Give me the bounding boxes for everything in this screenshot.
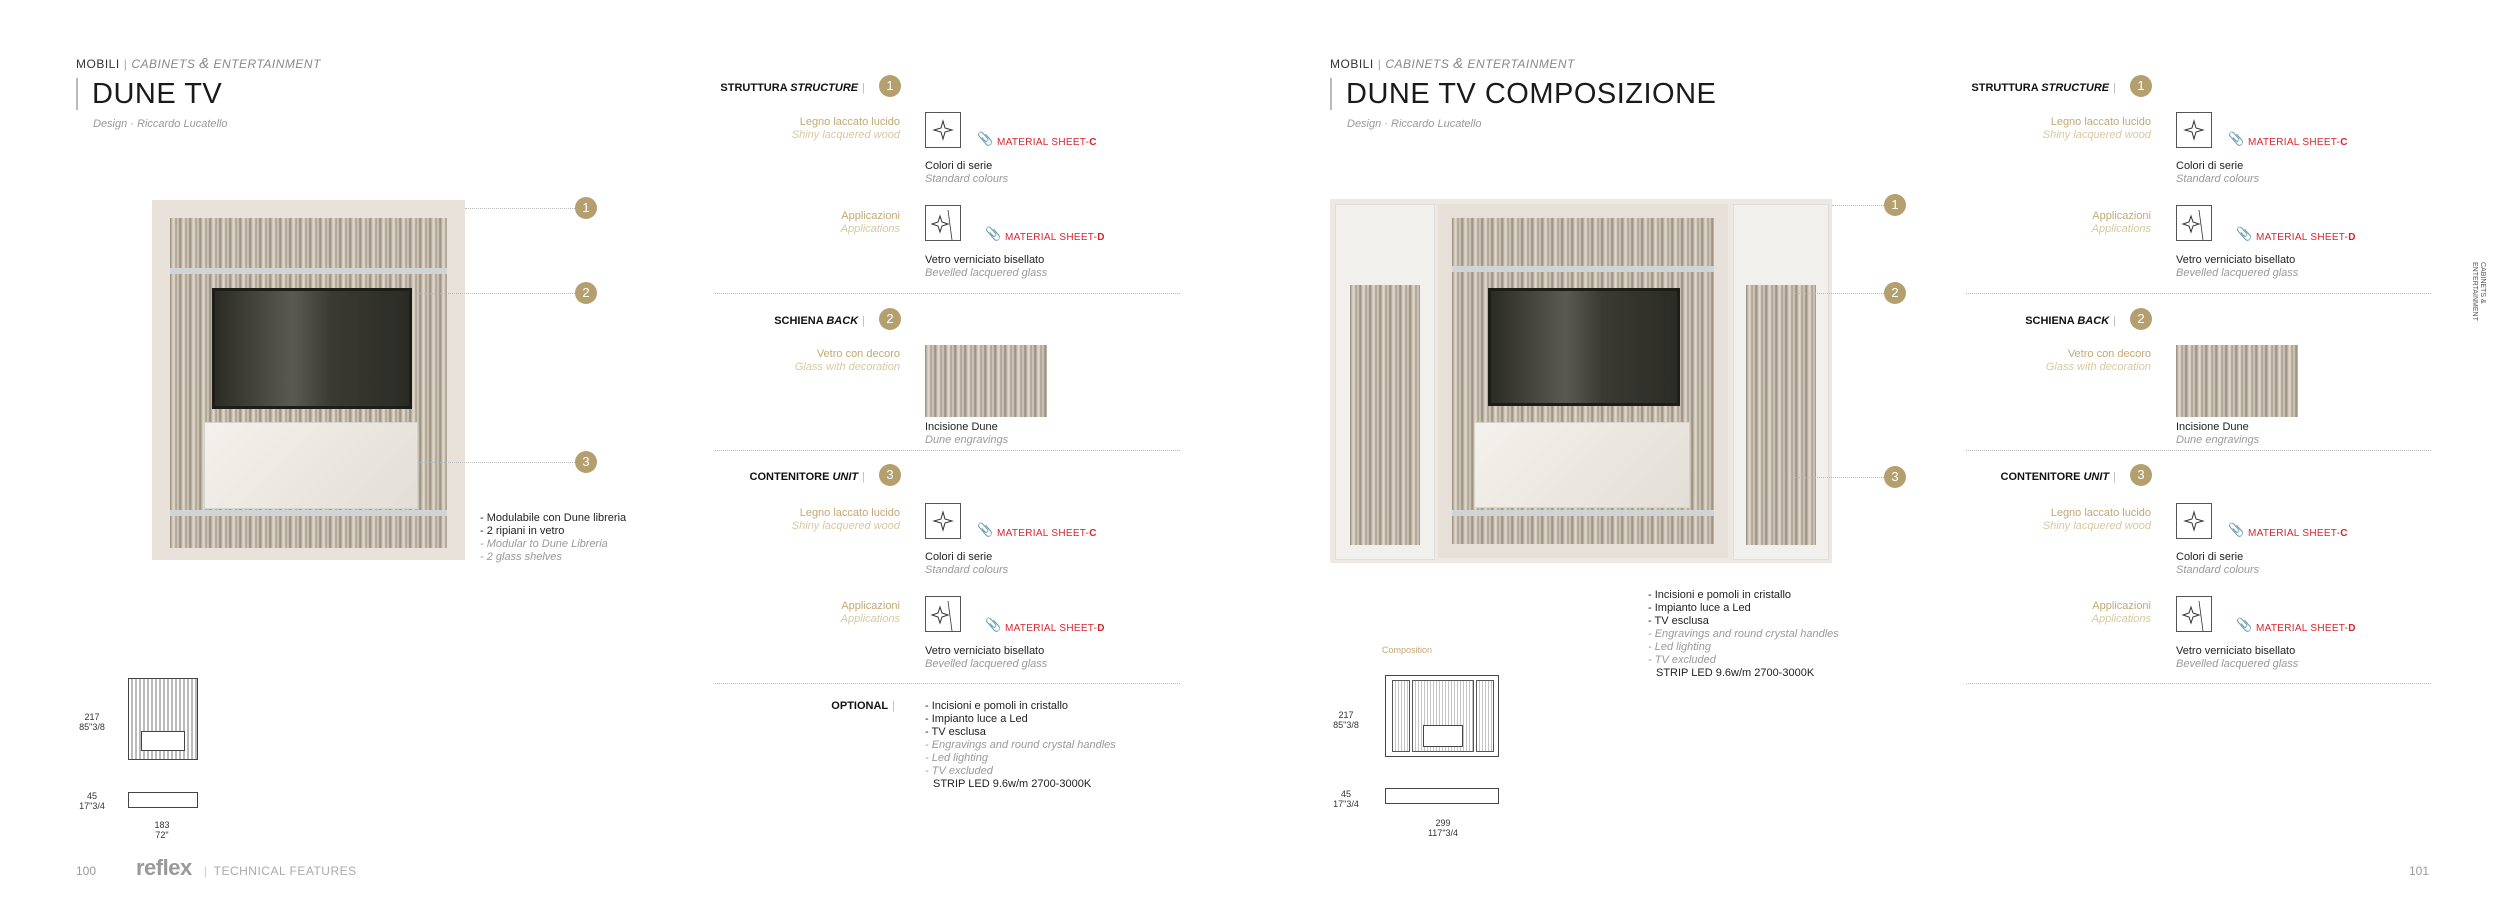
depth-in: 17"3/4	[79, 801, 105, 811]
finish-swatch-3	[925, 503, 961, 539]
colori-caption	[925, 160, 1008, 186]
paperclip-icon: 📎	[2228, 522, 2245, 537]
width-in: 72"	[155, 830, 169, 840]
structure-heading: STRUTTURA STRUCTURE |	[1971, 82, 2116, 94]
sparkle-icon	[2177, 206, 2211, 240]
vetro-decoro-en: Glass with decoration	[794, 361, 900, 373]
applicazioni-label	[715, 210, 900, 236]
cabinet-unit	[204, 422, 418, 509]
optional-it-2: - Impianto luce a Led	[925, 713, 1028, 725]
footer-label: TECHNICAL FEATURES	[213, 864, 357, 878]
unit-en: UNIT	[2083, 471, 2110, 483]
divider	[1966, 293, 2431, 294]
depth-in: 17"3/4	[1333, 799, 1359, 809]
applicazioni-en: Applications	[2091, 613, 2151, 625]
material-label: MATERIAL SHEET-	[997, 137, 1090, 148]
vetro-en: Bevelled lacquered glass	[2176, 267, 2299, 279]
vetro-caption	[2176, 254, 2298, 280]
colori-caption	[925, 551, 1008, 577]
material-sheet-d[interactable]	[1005, 623, 1105, 634]
note-en-2: - 2 glass shelves	[480, 551, 562, 563]
material-sheet-d[interactable]	[2256, 623, 2356, 634]
material-letter: D	[1097, 623, 1105, 634]
optional-it-1: - Incisioni e pomoli in cristallo	[925, 700, 1069, 712]
composition-notes	[1648, 589, 1839, 680]
back-it: SCHIENA	[2025, 315, 2075, 327]
callout-line-3	[420, 462, 575, 463]
material-label: MATERIAL SHEET-	[2256, 232, 2349, 243]
vetro-it: Vetro verniciato bisellato	[925, 645, 1045, 657]
callout-1: 1	[575, 197, 597, 219]
breadcrumb-amp: &	[199, 55, 210, 72]
note-en-1: - Engravings and round crystal handles	[1648, 628, 1839, 640]
designer-credit: Design · Riccardo Lucatello	[1347, 118, 1482, 130]
finish-swatch-4	[2176, 596, 2212, 632]
structure-en: STRUCTURE	[790, 82, 859, 94]
structure-heading: STRUTTURA STRUCTURE |	[720, 82, 865, 94]
paperclip-icon: 📎	[985, 617, 1002, 632]
vetro-decoro-it: Vetro con decoro	[2067, 348, 2151, 360]
unit-heading: CONTENITORE UNIT |	[2000, 471, 2116, 483]
applicazioni-label	[715, 600, 900, 626]
designer-credit: Design · Riccardo Lucatello	[93, 118, 228, 130]
sparkle-icon	[926, 597, 960, 631]
colori-en: Standard colours	[925, 564, 1009, 576]
structure-en: STRUCTURE	[2041, 82, 2110, 94]
divider	[715, 450, 1180, 451]
material-label: MATERIAL SHEET-	[1005, 232, 1098, 243]
legno-en: Shiny lacquered wood	[2042, 520, 2151, 532]
unit-number: 3	[879, 464, 901, 486]
colori-it: Colori di serie	[2176, 551, 2244, 563]
colori-it: Colori di serie	[2176, 160, 2244, 172]
finish-swatch-4	[925, 596, 961, 632]
paperclip-icon: 📎	[2228, 131, 2245, 146]
paperclip-icon: 📎	[2236, 226, 2253, 241]
legno-label	[1966, 507, 2151, 533]
applicazioni-label	[1966, 600, 2151, 626]
back-number: 2	[2130, 308, 2152, 330]
callout-3: 3	[575, 451, 597, 473]
vetro-en: Bevelled lacquered glass	[925, 267, 1048, 279]
page-title: DUNE TV	[76, 78, 222, 110]
material-letter: C	[2340, 137, 2348, 148]
colori-en: Standard colours	[2176, 564, 2260, 576]
note-it-1: - Incisioni e pomoli in cristallo	[1648, 589, 1792, 601]
unit-number: 3	[2130, 464, 2152, 486]
breadcrumb: MOBILI | CABINETS & ENTERTAINMENT	[76, 55, 321, 72]
note-en-1: - Modular to Dune Libreria	[480, 538, 608, 550]
side-tab: CABINETS & ENTERTAINMENT	[2471, 262, 2486, 321]
divider	[715, 683, 1180, 684]
vetro-caption	[925, 254, 1047, 280]
material-letter: C	[1089, 137, 1097, 148]
incisione-caption	[925, 421, 1008, 447]
back-heading: SCHIENA BACK |	[2025, 315, 2116, 327]
product-notes	[480, 512, 626, 564]
width-dim	[1418, 818, 1468, 838]
back-en: BACK	[2077, 315, 2110, 327]
sparkle-icon	[2177, 113, 2211, 147]
material-letter: D	[2348, 232, 2356, 243]
optional-title: OPTIONAL	[831, 700, 889, 712]
legno-label	[715, 507, 900, 533]
specs-column-2	[1966, 0, 2431, 910]
brand-logo: reflex	[136, 855, 192, 880]
finish-swatch-1	[925, 112, 961, 148]
note-it-3: - TV esclusa	[1648, 615, 1709, 627]
unit-en: UNIT	[832, 471, 859, 483]
product-photo	[152, 200, 465, 560]
sparkle-icon	[926, 206, 960, 240]
incisione-it: Incisione Dune	[2176, 421, 2249, 433]
material-sheet-c[interactable]	[2248, 137, 2348, 148]
width-in: 117"3/4	[1427, 828, 1459, 838]
top-shelf	[170, 268, 447, 274]
vetro-caption	[925, 645, 1047, 671]
callout-1: 1	[1884, 194, 1906, 216]
callout-2: 2	[575, 282, 597, 304]
callout-line-2	[420, 293, 575, 294]
vetro-it: Vetro verniciato bisellato	[2176, 645, 2296, 657]
breadcrumb-sub1: CABINETS	[1385, 57, 1450, 71]
legno-it: Legno laccato lucido	[2050, 116, 2151, 128]
colori-caption	[2176, 160, 2259, 186]
vetro-decoro-label	[715, 348, 900, 374]
back-number: 2	[879, 308, 901, 330]
vetro-decoro-it: Vetro con decoro	[816, 348, 900, 360]
finish-swatch-2	[925, 205, 961, 241]
divider	[715, 293, 1180, 294]
page-title: DUNE TV COMPOSIZIONE	[1330, 78, 1716, 110]
note-en-2: - Led lighting	[1648, 641, 1711, 653]
material-sheet-d[interactable]	[2256, 232, 2356, 243]
optional-it-3: - TV esclusa	[925, 726, 986, 738]
structure-number: 1	[2130, 75, 2152, 97]
width-cm: 183	[154, 820, 170, 830]
applicazioni-en: Applications	[2091, 223, 2151, 235]
divider	[1966, 683, 2431, 684]
page-number-right: 101	[2409, 864, 2430, 878]
height-dim	[72, 712, 112, 732]
callout-line-1	[1832, 205, 1884, 206]
back-heading: SCHIENA BACK |	[774, 315, 865, 327]
applicazioni-label	[1966, 210, 2151, 236]
breadcrumb-main: MOBILI	[76, 57, 120, 71]
material-label: MATERIAL SHEET-	[997, 528, 1090, 539]
sparkle-icon	[2177, 504, 2211, 538]
material-letter: C	[2340, 528, 2348, 539]
breadcrumb-sub2: ENTERTAINMENT	[213, 57, 321, 71]
optional-en-3: - TV excluded	[925, 765, 993, 777]
incisione-it: Incisione Dune	[925, 421, 998, 433]
front-drawing	[128, 678, 198, 760]
height-cm: 217	[1338, 710, 1354, 720]
vetro-decoro-en: Glass with decoration	[2045, 361, 2151, 373]
left-column-unit	[1335, 204, 1435, 560]
composition-label: Composition	[1382, 645, 1433, 655]
footer-section: | TECHNICAL FEATURES	[204, 864, 357, 878]
breadcrumb-main: MOBILI	[1330, 57, 1374, 71]
center-unit	[1438, 204, 1728, 558]
callout-line-1	[465, 208, 575, 209]
strip-led: STRIP LED 9.6w/m 2700-3000K	[1656, 667, 1815, 679]
top-drawing	[128, 792, 198, 808]
material-sheet-d[interactable]	[1005, 232, 1105, 243]
material-letter: D	[2348, 623, 2356, 634]
material-letter: D	[1097, 232, 1105, 243]
dune-texture-swatch	[925, 345, 1047, 417]
height-dim	[1326, 710, 1366, 730]
vetro-en: Bevelled lacquered glass	[925, 658, 1048, 670]
legno-it: Legno laccato lucido	[799, 116, 900, 128]
width-cm: 299	[1435, 818, 1451, 828]
structure-it: STRUTTURA	[1971, 82, 2039, 94]
back-en: BACK	[826, 315, 859, 327]
paperclip-icon: 📎	[977, 522, 994, 537]
callout-3: 3	[1884, 466, 1906, 488]
material-label: MATERIAL SHEET-	[2256, 623, 2349, 634]
finish-swatch-2	[2176, 205, 2212, 241]
material-sheet-c[interactable]	[997, 137, 1097, 148]
optional-heading: OPTIONAL |	[831, 700, 895, 712]
callout-2: 2	[1884, 282, 1906, 304]
legno-en: Shiny lacquered wood	[791, 129, 900, 141]
incisione-caption	[2176, 421, 2259, 447]
colori-caption	[2176, 551, 2259, 577]
colori-en: Standard colours	[2176, 173, 2260, 185]
legno-it: Legno laccato lucido	[2050, 507, 2151, 519]
paperclip-icon: 📎	[985, 226, 1002, 241]
height-in: 85"3/8	[79, 722, 105, 732]
strip-led: STRIP LED 9.6w/m 2700-3000K	[933, 778, 1092, 790]
depth-dim	[1326, 789, 1366, 809]
tv-screen	[212, 288, 412, 409]
colori-en: Standard colours	[925, 173, 1009, 185]
cabinet-unit	[1474, 422, 1690, 508]
height-cm: 217	[84, 712, 100, 722]
material-letter: C	[1089, 528, 1097, 539]
composition-top-drawing	[1385, 788, 1499, 804]
breadcrumb-sub2: ENTERTAINMENT	[1467, 57, 1575, 71]
vetro-en: Bevelled lacquered glass	[2176, 658, 2299, 670]
vetro-it: Vetro verniciato bisellato	[925, 254, 1045, 266]
colori-it: Colori di serie	[925, 551, 993, 563]
callout-line-2	[1790, 293, 1884, 294]
callout-line-3	[1790, 477, 1884, 478]
structure-it: STRUTTURA	[720, 82, 788, 94]
applicazioni-it: Applicazioni	[2092, 210, 2151, 222]
paperclip-icon: 📎	[977, 131, 994, 146]
depth-cm: 45	[86, 791, 97, 801]
depth-cm: 45	[1340, 789, 1351, 799]
sparkle-icon	[926, 504, 960, 538]
material-label: MATERIAL SHEET-	[2248, 528, 2341, 539]
unit-it: CONTENITORE	[749, 471, 830, 483]
finish-swatch-1	[2176, 112, 2212, 148]
structure-number: 1	[879, 75, 901, 97]
sparkle-icon	[926, 113, 960, 147]
right-column-unit	[1733, 204, 1829, 560]
legno-label	[1966, 116, 2151, 142]
colori-it: Colori di serie	[925, 160, 993, 172]
page-number-left: 100	[76, 864, 97, 878]
note-it-2: - Impianto luce a Led	[1648, 602, 1751, 614]
material-sheet-c[interactable]	[2248, 528, 2348, 539]
optional-en-2: - Led lighting	[925, 752, 988, 764]
applicazioni-it: Applicazioni	[841, 210, 900, 222]
sparkle-icon	[2177, 597, 2211, 631]
bottom-shelf	[170, 510, 447, 516]
composition-photo	[1330, 199, 1832, 563]
paperclip-icon: 📎	[2236, 617, 2253, 632]
applicazioni-it: Applicazioni	[841, 600, 900, 612]
dune-texture-swatch	[2176, 345, 2298, 417]
note-it-1: - Modulabile con Dune libreria	[480, 512, 627, 524]
width-dim	[142, 820, 182, 840]
vetro-it: Vetro verniciato bisellato	[2176, 254, 2296, 266]
divider	[1966, 450, 2431, 451]
applicazioni-en: Applications	[840, 613, 900, 625]
optional-en-1: - Engravings and round crystal handles	[925, 739, 1116, 751]
vetro-caption	[2176, 645, 2298, 671]
tv-screen	[1488, 288, 1680, 406]
note-it-2: - 2 ripiani in vetro	[480, 525, 565, 537]
height-in: 85"3/8	[1333, 720, 1359, 730]
breadcrumb-amp: &	[1453, 55, 1464, 72]
unit-heading: CONTENITORE UNIT |	[749, 471, 865, 483]
legno-it: Legno laccato lucido	[799, 507, 900, 519]
legno-en: Shiny lacquered wood	[2042, 129, 2151, 141]
incisione-en: Dune engravings	[2176, 434, 2260, 446]
applicazioni-en: Applications	[840, 223, 900, 235]
material-sheet-c[interactable]	[997, 528, 1097, 539]
legno-label	[715, 116, 900, 142]
incisione-en: Dune engravings	[925, 434, 1009, 446]
back-it: SCHIENA	[774, 315, 824, 327]
vetro-decoro-label	[1966, 348, 2151, 374]
breadcrumb: MOBILI | CABINETS & ENTERTAINMENT	[1330, 55, 1575, 72]
finish-swatch-3	[2176, 503, 2212, 539]
applicazioni-it: Applicazioni	[2092, 600, 2151, 612]
note-en-3: - TV excluded	[1648, 654, 1716, 666]
optional-list	[925, 700, 1116, 791]
unit-it: CONTENITORE	[2000, 471, 2081, 483]
depth-dim	[72, 791, 112, 811]
legno-en: Shiny lacquered wood	[791, 520, 900, 532]
material-label: MATERIAL SHEET-	[2248, 137, 2341, 148]
breadcrumb-sub1: CABINETS	[131, 57, 196, 71]
specs-column-1	[715, 0, 1180, 910]
material-label: MATERIAL SHEET-	[1005, 623, 1098, 634]
composition-front-drawing	[1385, 675, 1499, 757]
